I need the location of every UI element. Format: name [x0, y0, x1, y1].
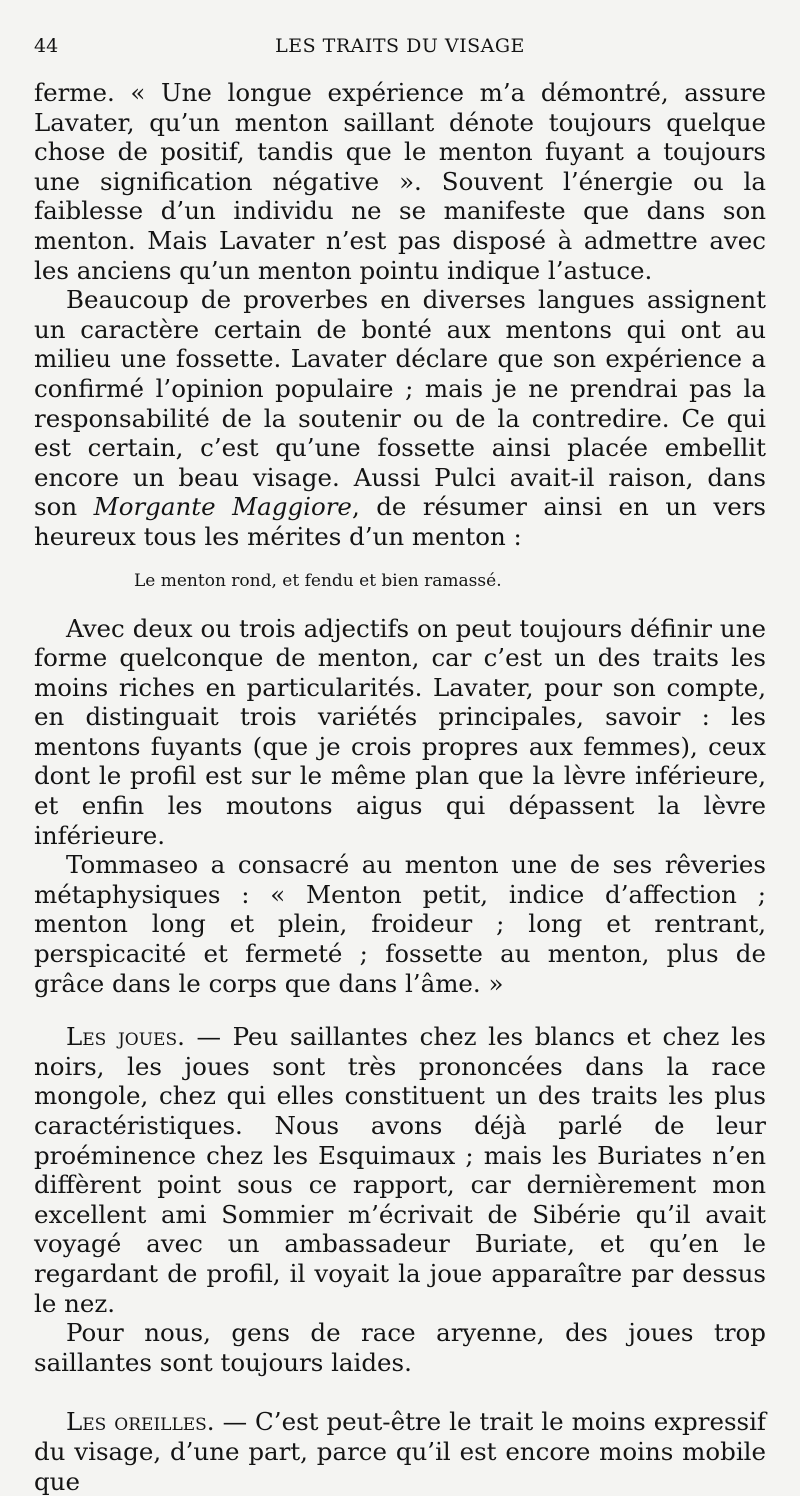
paragraph-chin-varieties: Avec deux ou trois adjectifs on peut toujours définir une forme quelconque de menton, car c’est un des traits les moins riches en particularités. Lavater, pour son compte, en distinguait trois variétés principales, savoir : les mentons fuyants (que je crois propres aux femmes), ceux dont le profil est sur le même plan que la lèvre inférieure, et enfin les moutons aigus qui dépassent la lèvre inférieure. — [34, 613, 766, 850]
paragraph-dimple — [34, 285, 766, 551]
paragraph-chin-lavater: ferme. « Une longue expérience m’a démontré, assure Lavater, qu’un menton saillant dénote toujours quelque chose de positif, tandis que le menton fuyant a toujours une signification négative ». Souvent l’énergie ou la faiblesse d’un individu ne se manifeste que dans son menton. Mais Lavater n’est pas disposé à admettre avec les anciens qu’un menton pointu indique l’astuce. — [34, 78, 766, 285]
paragraph-tommaseo: Tommaseo a consacré au menton une de ses rêveries métaphysiques : « Menton petit, indice d’affection ; menton long et plein, froideur ; long et rentrant, perspicacité et fermeté ; fossette au menton, plus de grâce dans le corps que dans l’âme. » — [34, 850, 766, 998]
page-number: 44 — [34, 35, 59, 57]
paragraph-dimple-text-b: , de résumer ainsi en un vers heureux tous les mérites d’un menton : — [34, 492, 767, 551]
running-title: LES TRAITS DU VISAGE — [275, 35, 525, 57]
paragraph-ears — [34, 1407, 766, 1496]
section-heading-ears: Les oreilles. — [66, 1407, 215, 1437]
paragraph-cheeks — [34, 1022, 766, 1318]
section-heading-cheeks: Les joues. — [66, 1022, 185, 1052]
book-title-italic: Morgante Maggiore — [93, 492, 352, 522]
verse-quote: Le menton rond, et fendu et bien ramassé. — [134, 570, 502, 591]
page-body — [34, 78, 766, 1496]
paragraph-ears-text: — C’est peut-être le trait le moins expressif du visage, d’une part, parce qu’il est encore moins mobile que — [34, 1407, 766, 1496]
paragraph-cheeks-aryan: Pour nous, gens de race aryenne, des joues trop saillantes sont toujours laides. — [34, 1318, 766, 1377]
paragraph-dimple-text-a: Beaucoup de proverbes en diverses langues assignent un caractère certain de bonté aux mentons qui ont au milieu une fossette. Lavater déclare que son expérience a confirmé l’opinion populaire ; mais je ne prendrai pas la responsabilité de la soutenir ou de la contredire. Ce qui est certain, c’est qu’une fossette ainsi placée embellit encore un beau visage. Aussi Pulci avait-il raison, dans son — [34, 285, 766, 522]
paragraph-cheeks-text: — Peu saillantes chez les blancs et chez les noirs, les joues sont très prononcées dans la race mongole, chez qui elles constituent un des traits les plus caractéristiques. Nous avons déjà parlé de leur proéminence chez les Esquimaux ; mais les Buriates n’en diffèrent point sous ce rapport, car dernièrement mon excellent ami Sommier m’écrivait de Sibérie qu’il avait voyagé avec un ambassadeur Buriate, et qu’en le regardant de profil, il voyait la joue apparaître par dessus le nez. — [34, 1022, 766, 1318]
